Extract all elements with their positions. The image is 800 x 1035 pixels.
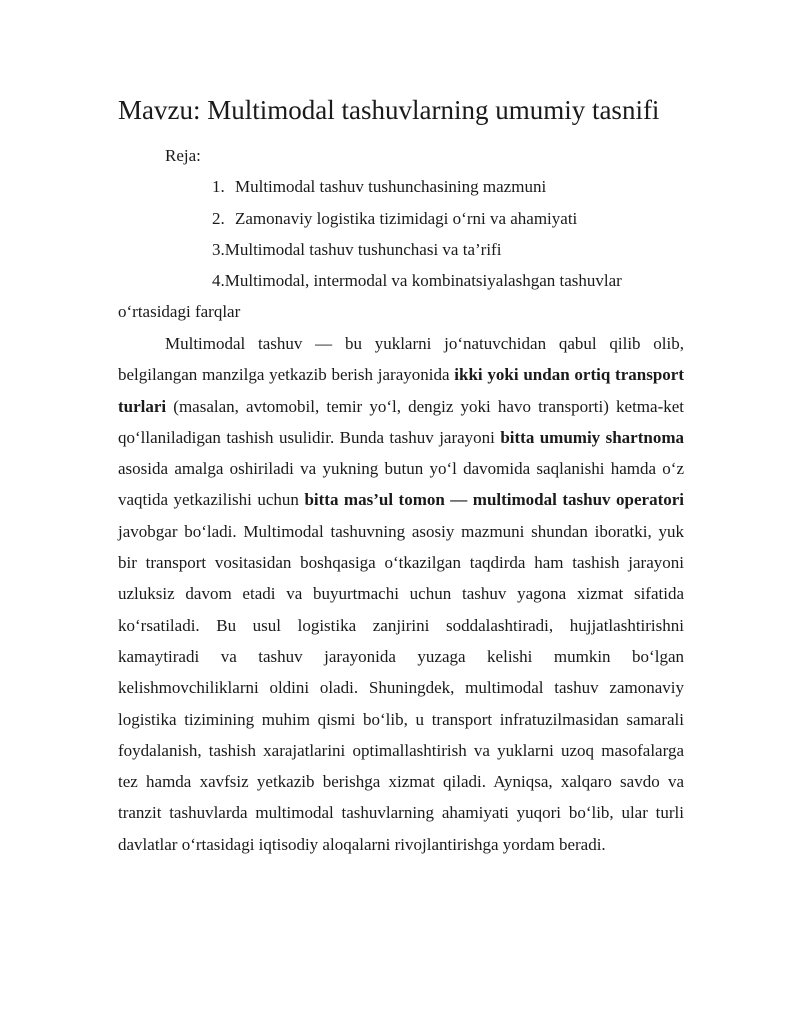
paragraph-bold-text: bitta mas’ul tomon — multimodal tashuv operatori bbox=[304, 490, 685, 510]
plan-item bbox=[118, 203, 684, 234]
paragraph-bold-text: bitta umumiy shartnoma bbox=[500, 427, 684, 447]
plan-item-text: Multimodal, intermodal va kombinatsiyalashgan tashuvlar o‘rtasidagi farqlar bbox=[118, 271, 622, 322]
plan-item-number: 1. bbox=[212, 177, 225, 197]
plan-item bbox=[118, 171, 684, 202]
paragraph-text: Multimodal tashuv — bu yuklarni jo‘natuvchidan qabul qilib olib, belgilangan manzilga yetkazib berish jarayonida bbox=[118, 334, 684, 385]
plan-item-number: 2. bbox=[212, 208, 225, 228]
paragraph-bold-text: ikki yoki undan ortiq transport turlari bbox=[118, 365, 684, 416]
plan-heading: Reja: bbox=[165, 146, 201, 165]
plan-item-number: 3. bbox=[212, 239, 225, 259]
plan-item-text: Zamonaviy logistika tizimidagi o‘rni va ahamiyati bbox=[235, 208, 578, 228]
plan-item-number: 4. bbox=[212, 271, 225, 291]
document-title: Mavzu: Multimodal tashuvlarning umumiy tasnifi bbox=[118, 95, 660, 125]
paragraph-text: (masalan, avtomobil, temir yo‘l, dengiz yoki havo transporti) ketma-ket qo‘llaniladigan tashish usulidir. Bunda tashuv jarayoni bbox=[118, 396, 684, 447]
plan-item-text: Multimodal tashuv tushunchasi va ta’rifi bbox=[224, 239, 502, 259]
main-paragraph bbox=[118, 328, 684, 860]
plan-section bbox=[118, 140, 684, 328]
plan-item-text: Multimodal tashuv tushunchasining mazmuni bbox=[235, 177, 547, 197]
paragraph-text: asosida amalga oshiriladi va yukning butun yo‘l davomida saqlanishi hamda o‘z vaqtida yetkazilishi uchun bbox=[118, 459, 684, 510]
plan-item bbox=[118, 265, 684, 328]
paragraph-text: javobgar bo‘ladi. Multimodal tashuvning asosiy mazmuni shundan iboratki, yuk bir transport vositasidan boshqasiga o‘tkazilgan taqdirda ham tashish jarayoni uzluksiz davom etadi va buyurtmachi uchun tashuv yagona xizmat sifatida ko‘rsatiladi. Bu usul logistika zanjirini soddalashtiradi, hujjatlashtirishni kamaytiradi va tashuv jarayonida yuzaga kelishi mumkin bo‘lgan kelishmovchiliklarni oldini oladi. Shuningdek, multimodal tashuv zamonaviy logistika tizimining muhim qismi bo‘lib, u transport infratuzilmasidan samarali foydalanish, tashish xarajatlarini optimallashtirish va yuklarni uzoq masofalarga tez hamda xavfsiz yetkazib berishga xizmat qiladi. Ayniqsa, xalqaro savdo va tranzit tashuvlarda multimodal tashuvlarning ahamiyati yuqori bo‘lib, ular turli davlatlar o‘rtasidagi iqtisodiy aloqalarni rivojlantirishga yordam beradi. bbox=[118, 521, 684, 854]
plan-item bbox=[118, 234, 684, 265]
